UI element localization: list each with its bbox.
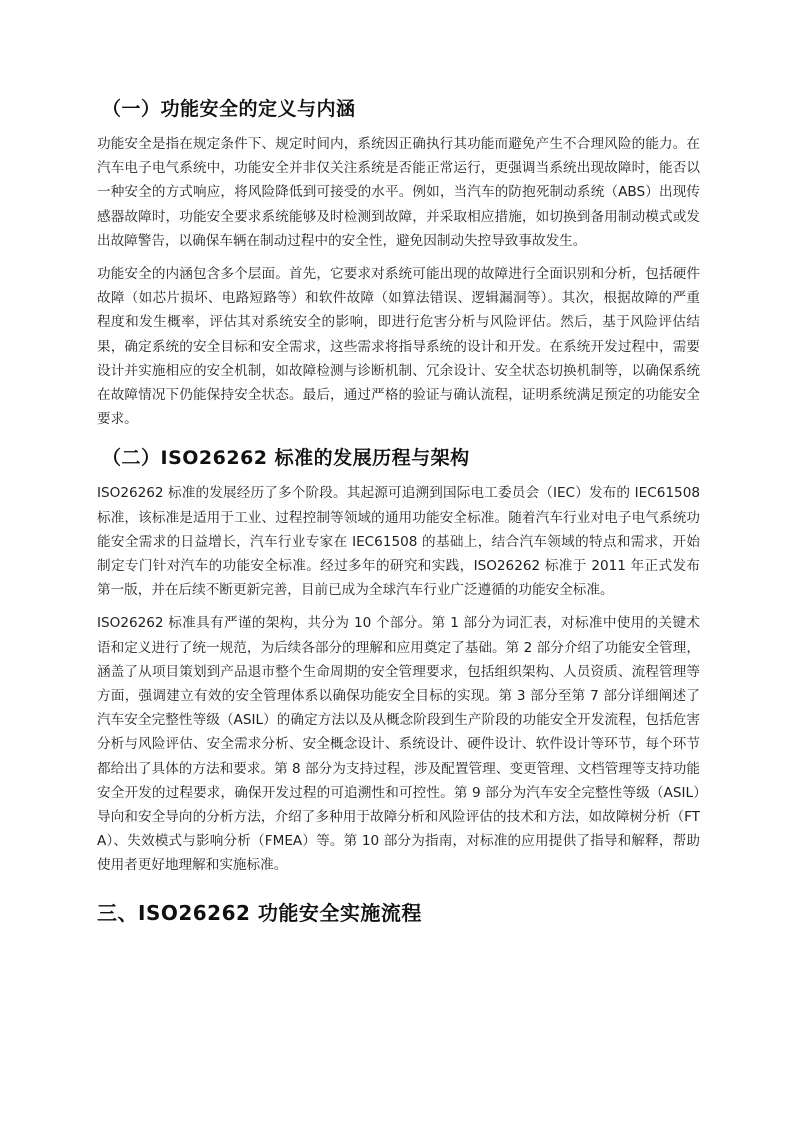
document-body [97, 92, 700, 930]
chapter-heading-implementation-process: 三、ISO26262 功能安全实施流程 [97, 900, 422, 925]
paragraph-history: ISO26262 标准的发展经历了多个阶段。其起源可追溯到国际电工委员会（IEC）发布的 IEC61508 标准，该标准是适用于工业、过程控制等领域的通用功能安全标准。随着汽车行业对电子电气系统功能安全需求的日益增长，汽车行业专家在 IEC61508 的基础上，结合汽车领域的特点和需求，开始制定专门针对汽车的功能安全标准。经过多年的研究和实践，ISO26262 标准于 2011 年正式发布第一版，并在后续不断更新完善，目前已成为全球汽车行业广泛遵循的功能安全标准。 [97, 485, 700, 599]
paragraph-definition: 功能安全是指在规定条件下、规定时间内，系统因正确执行其功能而避免产生不合理风险的能力。在汽车电子电气系统中，功能安全并非仅关注系统是否能正常运行，更强调当系统出现故障时，能否以一种安全的方式响应，将风险降低到可接受的水平。例如，当汽车的防抱死制动系统（ABS）出现传感器故障时，功能安全要求系统能够及时检测到故障，并采取相应措施，如切换到备用制动模式或发出故障警告，以确保车辆在制动过程中的安全性，避免因制动失控导致事故发生。 [97, 136, 700, 249]
paragraph-architecture: ISO26262 标准具有严谨的架构，共分为 10 个部分。第 1 部分为词汇表，对标准中使用的关键术语和定义进行了统一规范，为后续各部分的理解和应用奠定了基础。第 2 部分介绍了功能安全管理，涵盖了从项目策划到产品退市整个生命周期的安全管理要求，包括组织架构、人员资质、流程管理等方面，强调建立有效的安全管理体系以确保功能安全目标的实现。第 3 部分至第 7 部分详细阐述了汽车安全完整性等级（ASIL）的确定方法以及从概念阶段到生产阶段的功能安全开发流程，包括危害分析与风险评估、安全需求分析、安全概念设计、系统设计、硬件设计、软件设计等环节，每个环节都给出了具体的方法和要求。第 8 部分为支持过程，涉及配置管理、变更管理、文档管理等支持功能安全开发的过程要求，确保开发过程的可追溯性和可控性。第 9 部分为汽车安全完整性等级（ASIL）导向和安全导向的分析方法，介绍了多种用于故障分析和风险评估的技术和方法，如故障树分析（FTA）、失效模式与影响分析（FMEA）等。第 10 部分为指南，对标准的应用提供了指导和解释，帮助使用者更好地理解和实施标准。 [97, 615, 700, 874]
section-heading-iso26262-history: （二）ISO26262 标准的发展历程与架构 [102, 447, 470, 470]
section-heading-definition: （一）功能安全的定义与内涵 [102, 98, 356, 120]
paragraph-connotation: 功能安全的内涵包含多个层面。首先，它要求对系统可能出现的故障进行全面识别和分析，包括硬件故障（如芯片损坏、电路短路等）和软件故障（如算法错误、逻辑漏洞等）。其次，根据故障的严重程度和发生概率，评估其对系统安全的影响，即进行危害分析与风险评估。然后，基于风险评估结果，确定系统的安全目标和安全需求，这些需求将指导系统的设计和开发。在系统开发过程中，需要设计并实施相应的安全机制，如故障检测与诊断机制、冗余设计、安全状态切换机制等，以确保系统在故障情况下仍能保持安全状态。最后，通过严格的验证与确认流程，证明系统满足预定的功能安全要求。 [97, 266, 700, 428]
